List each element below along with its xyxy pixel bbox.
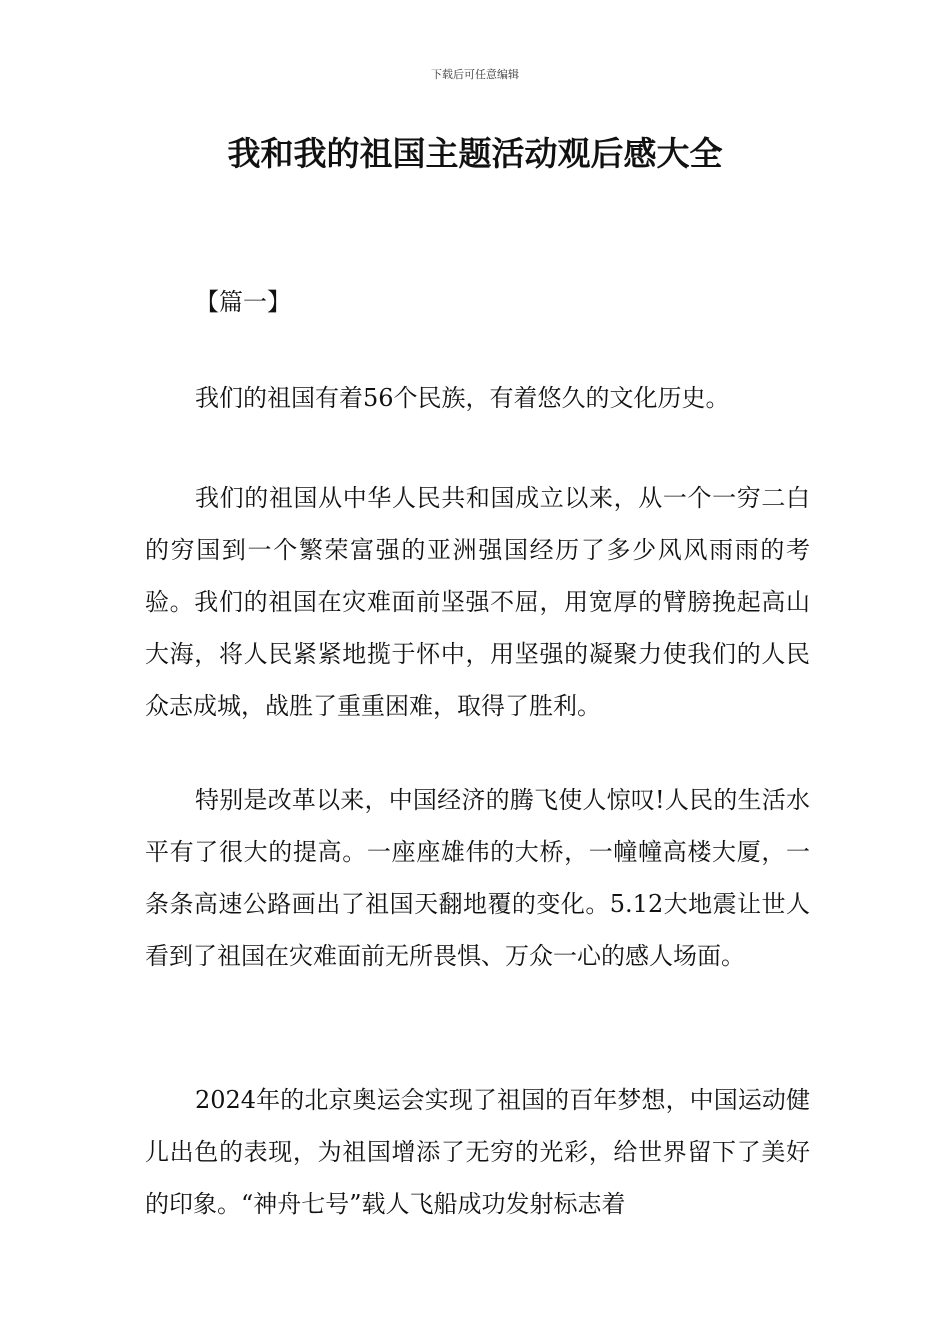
section-heading: 【篇一】	[195, 288, 291, 316]
paragraph: 我们的祖国有着56个民族，有着悠久的文化历史。	[195, 384, 730, 412]
paragraph: 特别是改革以来，中国经济的腾飞使人惊叹!人民的生活水平有了很大的提高。一座座雄伟的大桥，一幢幢高楼大厦，一条条高速公路画出了祖国天翻地覆的变化。5.12大地震让世人看到了祖国在灾难面前无所畏惧、万众一心的感人场面。	[145, 786, 810, 970]
header-note: 下载后可任意编辑	[431, 68, 519, 81]
paragraph: 2024年的北京奥运会实现了祖国的百年梦想，中国运动健儿出色的表现，为祖国增添了无穷的光彩，给世界留下了美好的印象。“神舟七号”载人飞船成功发射标志着	[145, 1086, 810, 1218]
paragraph: 我们的祖国从中华人民共和国成立以来，从一个一穷二白的穷国到一个繁荣富强的亚洲强国经历了多少风风雨雨的考验。我们的祖国在灾难面前坚强不屈，用宽厚的臂膀挽起高山大海，将人民紧紧地揽于怀中，用坚强的凝聚力使我们的人民众志成城，战胜了重重困难，取得了胜利。	[145, 484, 810, 720]
document-title: 我和我的祖国主题活动观后感大全	[227, 134, 723, 173]
